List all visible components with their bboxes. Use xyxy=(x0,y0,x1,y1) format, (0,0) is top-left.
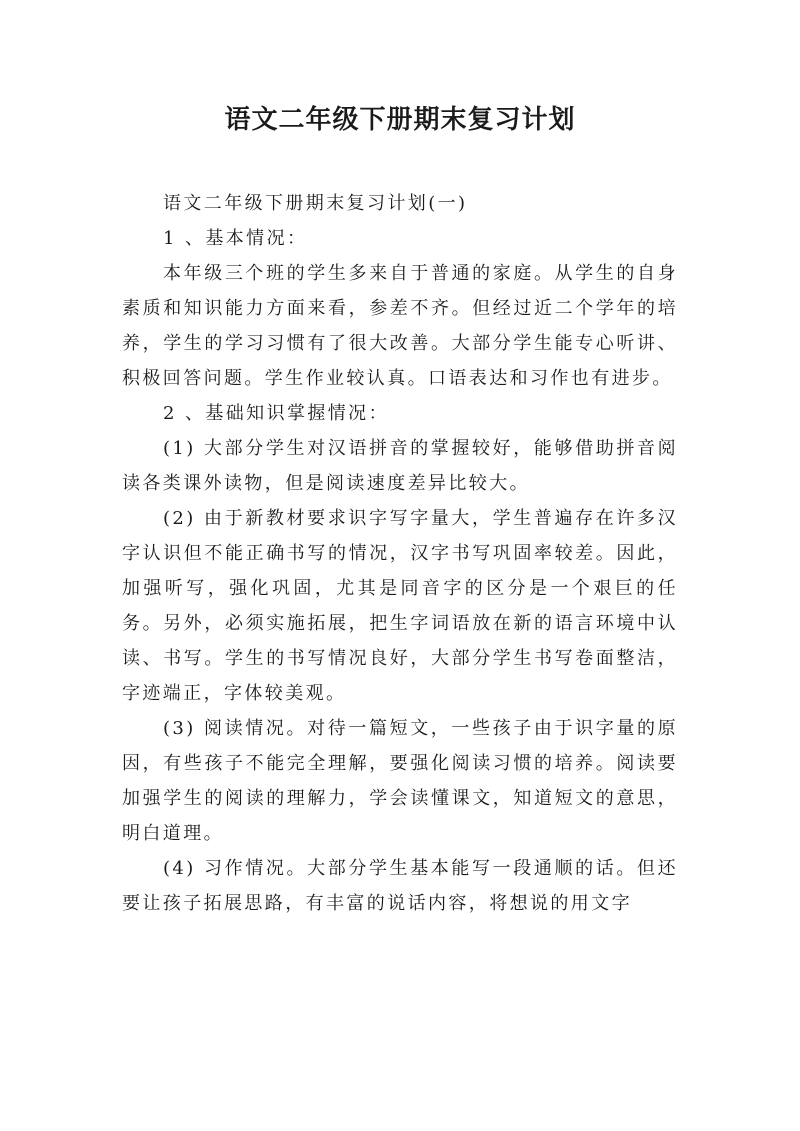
body-paragraph: (3) 阅读情况。对待一篇短文，一些孩子由于识字量的原因，有些孩子不能完全理解，要强化阅读习惯的培养。阅读要加强学生的阅读的理解力，学会读懂课文，知道短文的意思，明白道理。 xyxy=(122,718,678,844)
body-paragraph: (4) 习作情况。大部分学生基本能写一段通顺的话。但还要让孩子拓展思路，有丰富的说话内容，将想说的用文字 xyxy=(122,858,678,914)
section-heading-basic-situation: 1 、基本情况： xyxy=(163,228,308,249)
body-paragraph: (1) 大部分学生对汉语拼音的掌握较好，能够借助拼音阅读各类课外读物，但是阅读速度差异比较大。 xyxy=(122,438,678,494)
subtitle-paragraph: 语文二年级下册期末复习计划(一) xyxy=(163,193,468,214)
body-paragraph: (2) 由于新教材要求识字写字量大，学生普遍存在许多汉字认识但不能正确书写的情况，汉字书写巩固率较差。因此，加强听写，强化巩固，尤其是同音字的区分是一个艰巨的任务。另外，必须实施拓展，把生字词语放在新的语言环境中认读、书写。学生的书写情况良好，大部分学生书写卷面整洁，字迹端正，字体较美观。 xyxy=(122,508,678,704)
body-paragraph: 本年级三个班的学生多来自于普通的家庭。从学生的自身素质和知识能力方面来看，参差不齐。但经过近二个学年的培养，学生的学习习惯有了很大改善。大部分学生能专心听讲、积极回答问题。学生作业较认真。口语表达和习作也有进步。 xyxy=(122,263,678,389)
section-heading-basic-knowledge: 2 、基础知识掌握情况： xyxy=(163,403,389,424)
document-title: 语文二年级下册期末复习计划 xyxy=(224,105,576,135)
document-body xyxy=(122,186,678,921)
